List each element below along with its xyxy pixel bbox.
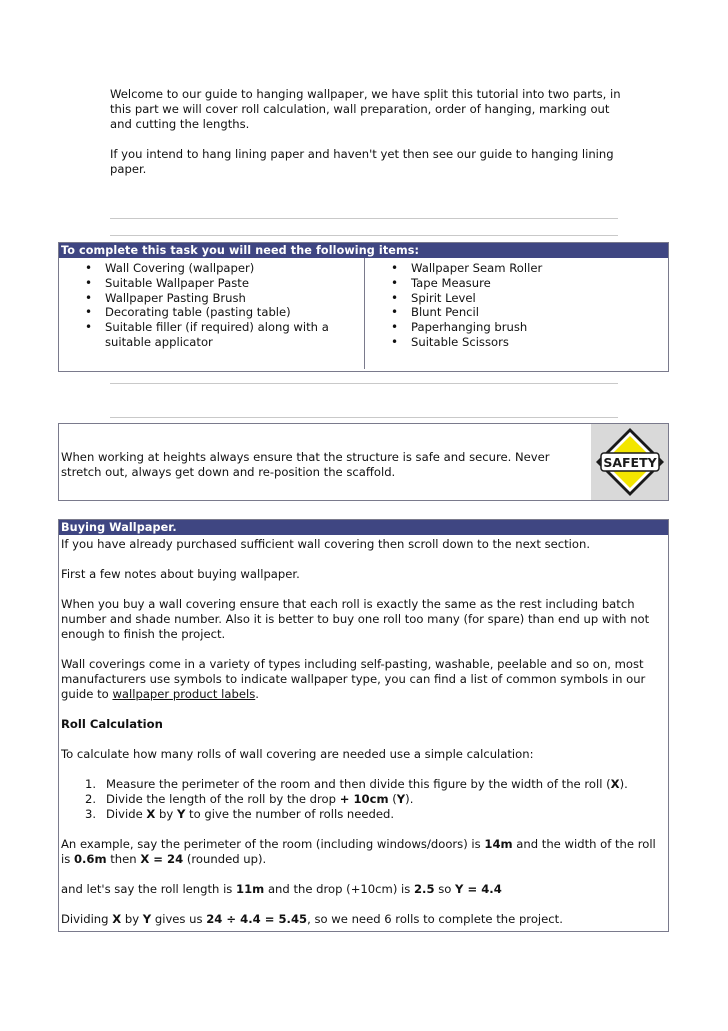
example-paragraph: Dividing X by Y gives us 24 ÷ 4.4 = 5.45, so we need 6 rolls to complete the project. [61,912,563,926]
safety-text: When working at heights always ensure that the structure is safe and secure. Never stretch out, always get down and re-position the scaffold. [61,450,550,479]
list-item: 1. Measure the perimeter of the room and then divide this figure by the width of the roll (X). [85,777,628,791]
buying-heading: Buying Wallpaper. [59,520,668,535]
buying-paragraph: Wall coverings come in a variety of types including self-pasting, washable, peelable and so on, most manufacturers use symbols to indicate wallpaper type, you can find a list of common symbols in our guide to wallpaper product labels. [61,657,646,701]
buying-paragraph: First a few notes about buying wallpaper. [61,567,300,581]
list-item: • Suitable Scissors [365,335,668,350]
safety-sign-label: SAFETY [602,455,657,470]
list-item: 3. Divide X by Y to give the number of rolls needed. [85,807,395,821]
list-item: • Paperhanging brush [365,320,668,335]
steps-list [61,777,666,822]
intro-paragraph-2: If you intend to hang lining paper and haven't yet then see our guide to hanging lining paper. [110,147,614,176]
buying-paragraph: When you buy a wall covering ensure that each roll is exactly the same as the rest including batch number and shade number. Also it is better to buy one roll too many (for spare) than end up with not enough to finish the project. [61,597,650,641]
items-box-heading: To complete this task you will need the following items: [59,243,668,258]
divider [110,417,618,418]
intro-section [110,87,630,192]
list-item: • Spirit Level [365,291,668,306]
example-paragraph: and let's say the roll length is 11m and the drop (+10cm) is 2.5 so Y = 4.4 [61,882,502,896]
list-item: • Blunt Pencil [365,305,668,320]
roll-calculation-heading: Roll Calculation [61,717,163,731]
buying-paragraph: If you have already purchased sufficient wall covering then scroll down to the next section. [61,537,591,551]
list-item: • Decorating table (pasting table) [59,305,364,320]
list-item: • Suitable Wallpaper Paste [59,276,364,291]
list-item: • Tape Measure [365,276,668,291]
divider [110,383,618,384]
intro-paragraph-1: Welcome to our guide to hanging wallpaper, we have split this tutorial into two parts, in this part we will cover roll calculation, wall preparation, order of hanging, marking out and cutting the lengths. [110,87,621,131]
divider [110,218,618,219]
buying-box [58,519,669,932]
items-box [58,242,669,372]
list-item: • Wallpaper Seam Roller [365,261,668,276]
example-paragraph: An example, say the perimeter of the room (including windows/doors) is 14m and the width of the roll is 0.6m then X = 24 (rounded up). [61,837,656,866]
safety-sign-icon [591,424,668,500]
list-item: • Suitable filler (if required) along with a suitable applicator [59,320,364,350]
safety-box [58,423,669,501]
roll-calculation-intro: To calculate how many rolls of wall covering are needed use a simple calculation: [61,747,534,761]
divider [110,235,618,236]
list-item: 2. Divide the length of the roll by the drop + 10cm (Y). [85,792,414,806]
items-left-column [59,258,365,369]
list-item: • Wall Covering (wallpaper) [59,261,364,276]
wallpaper-labels-link[interactable]: wallpaper product labels [112,687,256,701]
items-right-column [365,258,668,369]
list-item: • Wallpaper Pasting Brush [59,291,364,306]
